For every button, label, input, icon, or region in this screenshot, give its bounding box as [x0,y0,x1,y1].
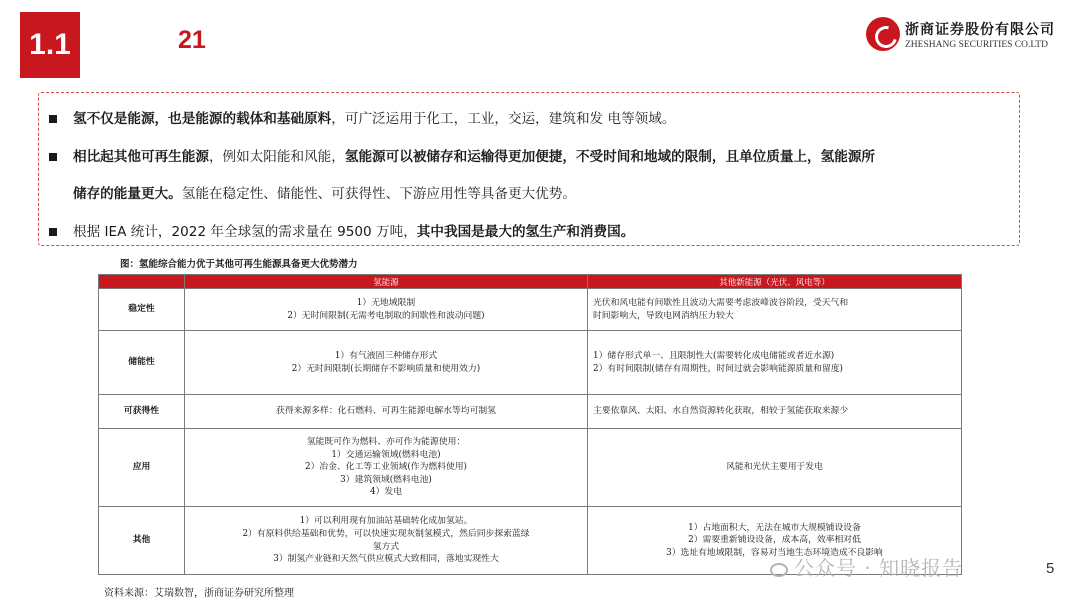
cell-line: 氢方式 [372,541,400,552]
bullet-2-mid: ，例如太阳能和风能， [208,149,345,165]
table-header-row [99,275,962,289]
other-energy-cell [588,331,962,395]
cell-line: 2）有时间限制(储存有周期性，时间过就会影响能源质量和留度) [593,363,843,374]
cell-line: 风能和光伏主要用于发电 [726,462,823,473]
header-empty [99,275,185,289]
header-hydrogen: 氢能源 [185,275,588,289]
watermark-text: 公众号 · 知晓报告 [794,556,964,580]
cell-line: 2）冶金、化工等工业领域(作为燃料使用) [304,462,467,473]
row-label: 其他 [99,507,185,575]
cell-line: 4）发电 [370,487,402,498]
hydrogen-cell [185,395,588,429]
cell-line: 1）交通运输领域(燃料电池) [331,449,441,460]
cell-line: 2）无时间限制(长期储存不影响质量和使用效力) [291,363,481,374]
row-label: 稳定性 [99,289,185,331]
bullet-2 [49,147,875,167]
bullet-3 [49,222,634,242]
watermark [770,552,963,581]
bullet-3-bold: 其中我国是最大的氢生产和消费国。 [416,224,635,240]
bullet-2-bold2: 氢能源可以被储存和运输得更加便捷，不受时间和地域的限制，且单位质量上，氢能源所 [344,149,876,165]
cell-line: 时间影响大，导致电网消纳压力较大 [593,310,734,321]
other-energy-cell [588,429,962,507]
logo-name-en: ZHESHANG SECURITIES CO.LTD [905,39,1048,50]
row-label: 储能性 [99,331,185,395]
square-bullet-icon [49,228,57,236]
hydrogen-cell [185,331,588,395]
cell-line: 2）无时间限制(无需考电制取的间歇性和波动问题) [287,310,485,321]
company-logo [866,17,1055,51]
cell-line: 主要依靠风、太阳、水自然资源转化获取，相较于氢能获取来源少 [593,406,849,417]
cell-line: 2）有原料供给基础和优势，可以快速实现灰制氢模式，然后同步探索蓝绿 [242,528,530,539]
wechat-icon [770,563,788,577]
table-row [99,429,962,507]
cell-line: 1）储存形式单一、且限制性大(需要转化成电储能或者近水源) [593,350,835,361]
bullet-3-text: 根据 IEA 统计，2022 年全球氢的需求量在 9500 万吨， [73,224,417,240]
square-bullet-icon [49,153,57,161]
cell-line: 氢能既可作为燃料、亦可作为能源使用： [306,437,466,448]
logo-name-cn: 浙商证券股份有限公司 [905,21,1055,38]
bullet-1-text: ，可广泛运用于化工，工业，交运，建筑和发 电等领域。 [331,111,676,127]
other-energy-cell [588,289,962,331]
hydrogen-cell [185,507,588,575]
zheshang-logo-icon [866,17,900,51]
bullet-1 [49,109,675,129]
row-label: 可获得性 [99,395,185,429]
figure-caption: 图：氢能综合能力优于其他可再生能源具备更大优势潜力 [120,259,358,270]
other-energy-cell [588,395,962,429]
bullet-2-continuation [73,184,576,204]
hydrogen-cell [185,429,588,507]
cell-line: 1）占地面积大，无法在城市大规模铺设设备 [688,522,861,533]
cell-line: 1）有气液固三种储存形式 [334,350,438,361]
row-label: 应用 [99,429,185,507]
table-row [99,395,962,429]
section-title: 21 [178,26,206,54]
bullet-2-text: 氢能在稳定性、储能性、可获得性、下游应用性等具备更大优势。 [181,186,576,202]
cell-line: 光伏和风电能有间歇性且波动大需要考虑波峰波谷阶段，受天气和 [593,297,849,308]
cell-line: 3）建筑领域(燃料电池) [340,474,432,485]
summary-box [38,92,1020,246]
cell-line: 2）需要重新铺设设备，成本高，效率相对低 [688,535,861,546]
header-other-energy: 其他新能源（光伏、风电等） [588,275,962,289]
bullet-2-bold: 相比起其他可再生能源 [73,149,209,165]
cell-line: 1）无地域限制 [356,297,416,308]
page-number: 5 [1046,560,1055,577]
section-number-badge: 1.1 [20,12,80,78]
cell-line: 1）可以利用现有加油站基础转化成加氢站。 [299,516,473,527]
comparison-table [98,274,962,575]
cell-line: 获得来源多样：化石燃料、可再生能源电解水等均可制氢 [276,406,496,417]
hydrogen-cell [185,289,588,331]
bullet-2-bold3: 储存的能量更大。 [73,186,182,202]
cell-line: 3）选址有地域限制，容易对当地生态环境造成不良影响 [666,547,883,558]
bullet-1-bold: 氢不仅是能源，也是能源的载体和基础原料 [73,111,332,127]
table-row [99,289,962,331]
cell-line: 3）制氢产业链和天然气供应模式大致相同，落地实现性大 [273,554,499,565]
source-note: 资料来源：艾瑞数智，浙商证券研究所整理 [104,588,294,599]
table-row [99,331,962,395]
square-bullet-icon [49,115,57,123]
